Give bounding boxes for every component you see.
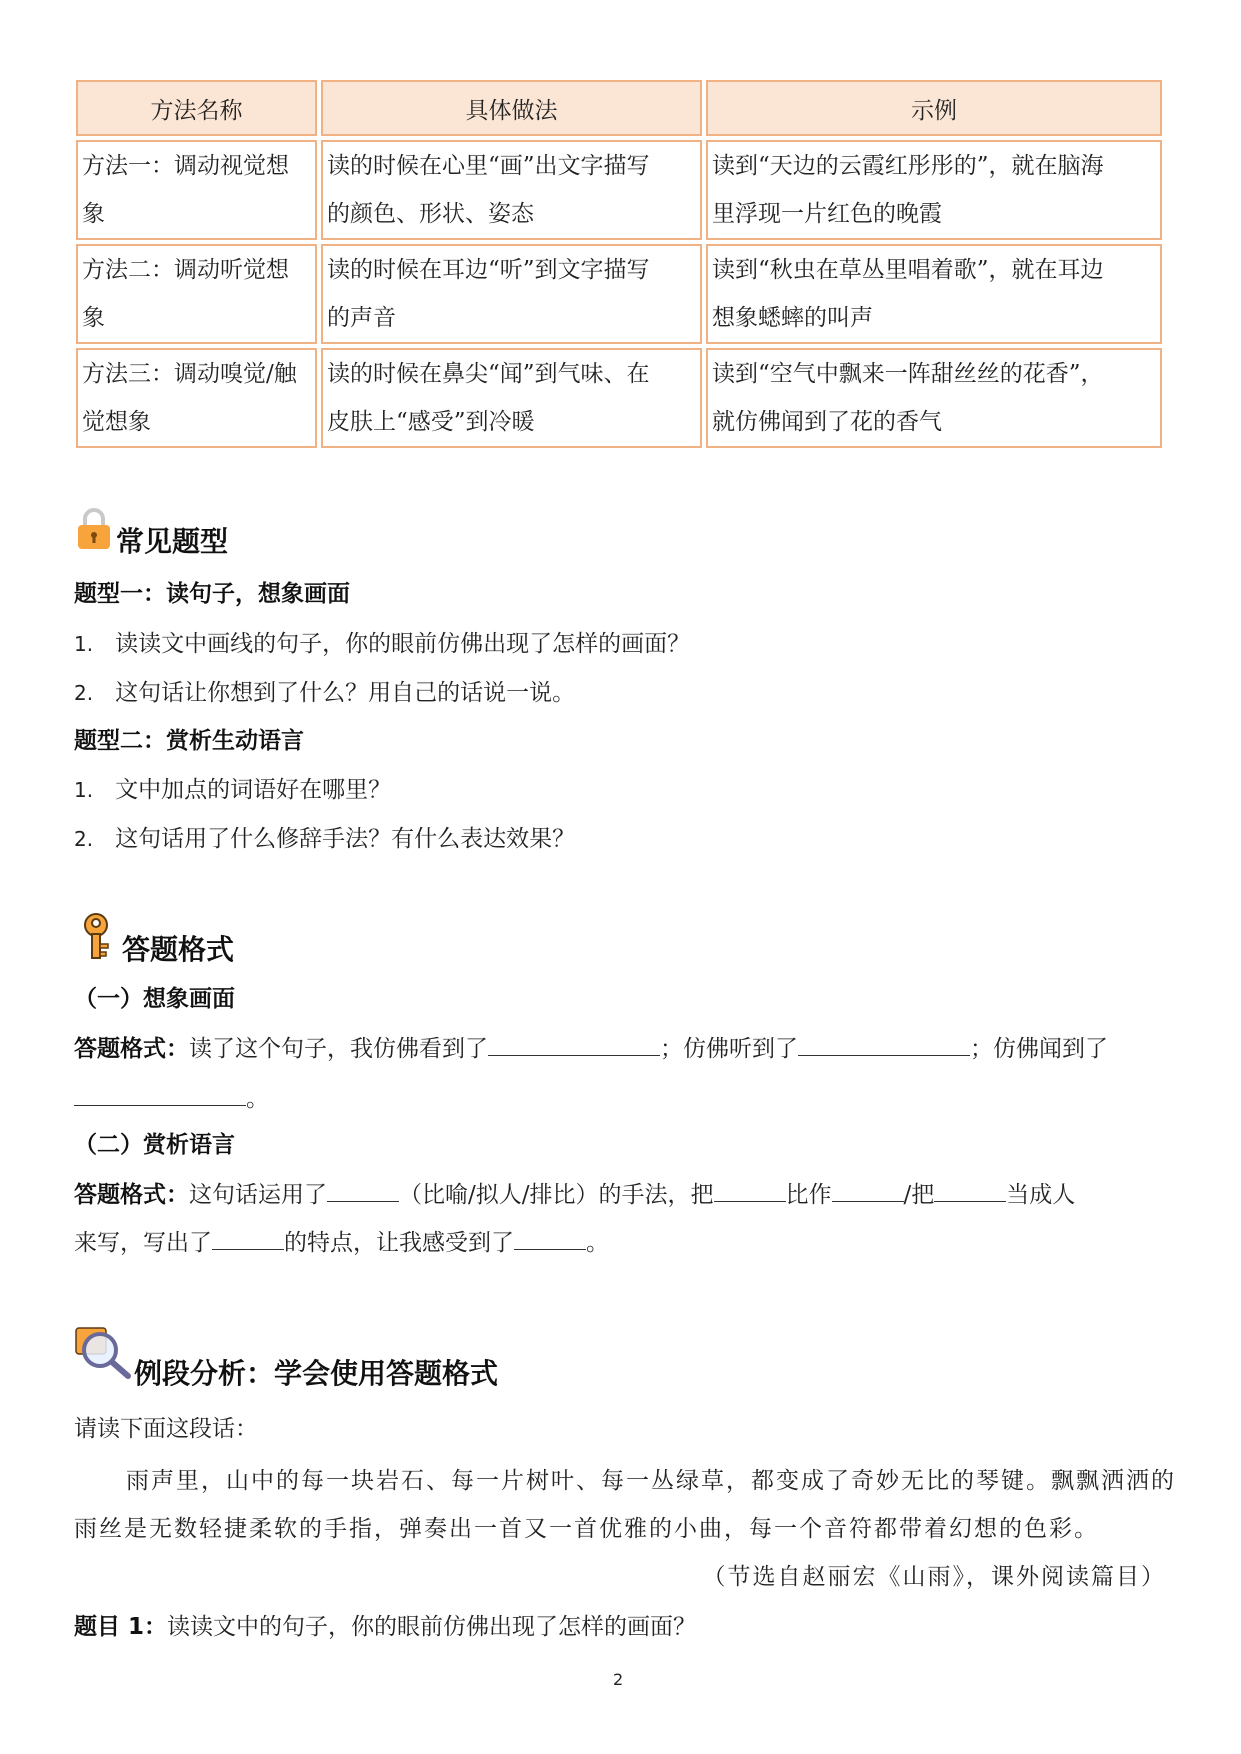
answer-format-line-2: 答题格式：这句话运用了 （比喻/拟人/排比）的手法，把 比作 /把 当成人 — [74, 1176, 1075, 1209]
answer-format-line-1-cont: 。 — [74, 1080, 269, 1113]
method-example-cell: 读到“秋虫在草丛里唱着歌”，就在耳边 想象蟋蟀的叫声 — [706, 244, 1162, 344]
magnifier-icon — [74, 1326, 136, 1380]
blank-line — [488, 1033, 660, 1056]
table-row — [76, 244, 1162, 344]
method-example-cell: 读到“空气中飘来一阵甜丝丝的花香”， 就仿佛闻到了花的香气 — [706, 348, 1162, 448]
answer-format-line-2-cont: 来写，写出了 的特点，让我感受到了 。 — [74, 1224, 609, 1257]
example-paragraph-line-2: 雨丝是无数轻捷柔软的手指，弹奏出一首又一首优雅的小曲，每一个音符都带着幻想的色彩。 — [74, 1516, 1099, 1542]
method-practice-cell: 读的时候在鼻尖“闻”到气味、在 皮肤上“感受”到冷暖 — [321, 348, 702, 448]
header-practice: 具体做法 — [321, 80, 702, 136]
methods-table — [72, 76, 1166, 452]
example-paragraph-line-1: 雨声里，山中的每一块岩石、每一片树叶、每一丛绿草，都变成了奇妙无比的琴键。飘飘洒洒的 — [126, 1468, 1176, 1494]
question-1: 题目 1：读读文中的句子，你的眼前仿佛出现了怎样的画面？ — [74, 1614, 697, 1640]
method-name-cell: 方法三：调动嗅觉/触 觉想象 — [76, 348, 317, 448]
section-title-common-types: 常见题型 — [116, 525, 229, 558]
method-name-cell: 方法二：调动听觉想象 — [76, 244, 317, 344]
question-type-2-heading: 题型二：赏析生动语言 — [74, 728, 304, 754]
blank-line — [798, 1033, 970, 1056]
blank-line — [212, 1227, 284, 1250]
method-practice-cell: 读的时候在耳边“听”到文字描写 的声音 — [321, 244, 702, 344]
blank-line — [514, 1227, 586, 1250]
table-row — [76, 140, 1162, 240]
lock-icon — [76, 508, 112, 550]
page-number: 2 — [613, 1670, 624, 1689]
method-example-cell: 读到“天边的云霞红彤彤的”，就在脑海 里浮现一片红色的晚霞 — [706, 140, 1162, 240]
subsection-imagine-picture: （一）想象画面 — [74, 986, 235, 1012]
list-item: 1. 读读文中画线的句子，你的眼前仿佛出现了怎样的画面？ — [74, 631, 691, 657]
section-title-answer-format: 答题格式 — [122, 933, 235, 966]
key-icon — [82, 912, 116, 962]
method-name-cell: 方法一：调动视觉想象 — [76, 140, 317, 240]
list-item: 1. 文中加点的词语好在哪里？ — [74, 777, 392, 803]
blank-line — [74, 1083, 246, 1106]
example-intro: 请读下面这段话： — [74, 1416, 258, 1442]
section-title-example-analysis: 例段分析：学会使用答题格式 — [134, 1357, 499, 1390]
blank-line — [832, 1179, 904, 1202]
list-item: 2. 这句话用了什么修辞手法？有什么表达效果？ — [74, 826, 576, 852]
table-row — [76, 348, 1162, 448]
example-source: （节选自赵丽宏《山雨》，课外阅读篇目） — [702, 1564, 1166, 1590]
method-practice-cell: 读的时候在心里“画”出文字描写 的颜色、形状、姿态 — [321, 140, 702, 240]
blank-line — [934, 1179, 1006, 1202]
list-item: 2. 这句话让你想到了什么？用自己的话说一说。 — [74, 680, 576, 706]
blank-line — [327, 1179, 399, 1202]
header-example: 示例 — [706, 80, 1162, 136]
header-method-name: 方法名称 — [76, 80, 317, 136]
blank-line — [714, 1179, 786, 1202]
answer-format-line-1: 答题格式：读了这个句子，我仿佛看到了 ；仿佛听到了 ；仿佛闻到了 — [74, 1030, 1108, 1063]
table-header-row — [76, 80, 1162, 136]
subsection-appreciate-language: （二）赏析语言 — [74, 1132, 235, 1158]
question-type-1-heading: 题型一：读句子，想象画面 — [74, 581, 350, 607]
